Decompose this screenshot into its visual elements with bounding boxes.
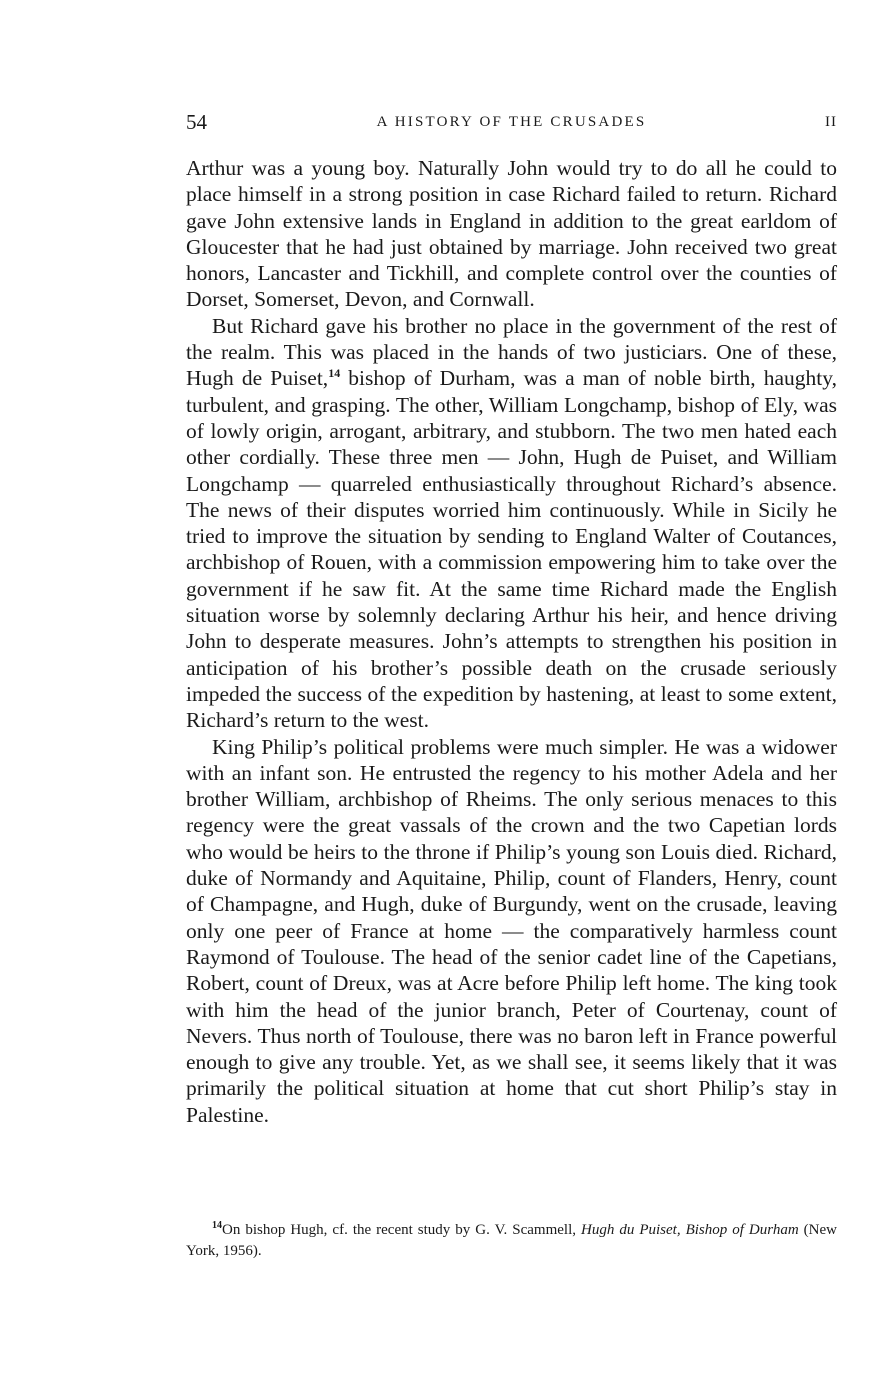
page-number: 54 <box>186 110 207 134</box>
chapter-number: II <box>825 114 837 130</box>
page-header <box>186 110 837 138</box>
footnote-number: 14 <box>212 1220 222 1231</box>
footnote-text-before: On bishop Hugh, cf. the recent study by G. V. Scammell, <box>222 1222 582 1238</box>
running-title: A HISTORY OF THE CRUSADES <box>376 114 647 130</box>
footnote <box>186 1220 837 1261</box>
footnote-book-title: Hugh du Puiset, Bishop of Durham <box>581 1222 799 1238</box>
paragraph-2-text-after: bishop of Durham, was a man of noble birth, haughty, turbulent, and grasping. The other, William Longchamp, bishop of Ely, was of lowly origin, arrogant, arbitrary, and stubborn. The two men hated each other cordially. These three men — John, Hugh de Puiset, and William Longchamp — quarreled enthusiastically throughout Richard’s absence. The news of their disputes worried him continuously. While in Sicily he tried to improve the situation by sending to England Walter of Coutances, archbishop of Rouen, with a commission empowering him to take over the government if he saw fit. At the same time Richard made the English situation worse by solemnly declaring Arthur his heir, and hence driving John to desperate measures. John’s attempts to strengthen his position in anticipation of his brother’s possible death on the crusade seriously impeded the success of the expedition by hastening, at least to some extent, Richard’s return to the west. <box>186 366 837 733</box>
footnote-text-after: (New York, 1956). <box>186 1222 837 1259</box>
paragraph-2 <box>186 313 837 734</box>
body-text <box>186 155 837 1128</box>
paragraph-2-text-before: But Richard gave his brother no place in the government of the rest of the realm. This was placed in the hands of two justiciars. One of these, Hugh de Puiset, <box>186 313 837 391</box>
paragraph-1: Arthur was a young boy. Naturally John would try to do all he could to place himself in a strong position in case Richard failed to return. Richard gave John extensive lands in England in addition to the great earldom of Gloucester that he had just obtained by marriage. John received two great honors, Lancaster and Tickhill, and complete control over the counties of Dorset, Somerset, Devon, and Cornwall. <box>186 156 837 312</box>
footnote-reference: 14 <box>328 366 341 381</box>
paragraph-3: King Philip’s political problems were much simpler. He was a widower with an infant son. He entrusted the regency to his mother Adela and her brother William, archbishop of Rheims. The only serious menaces to this regency were the great vassals of the crown and the two Capetian lords who would be heirs to the throne if Philip’s young son Louis died. Richard, duke of Normandy and Aquitaine, Philip, count of Flanders, Henry, count of Champagne, and Hugh, duke of Burgundy, went on the crusade, leaving only one peer of France at home — the comparatively harmless count Raymond of Toulouse. The head of the senior cadet line of the Capetians, Robert, count of Dreux, was at Acre before Philip left home. The king took with him the head of the junior branch, Peter of Courtenay, count of Nevers. Thus north of Toulouse, there was no baron left in France powerful enough to give any trouble. Yet, as we shall see, it seems likely that it was primarily the political situation at home that cut short Philip’s stay in Palestine. <box>186 734 837 1127</box>
